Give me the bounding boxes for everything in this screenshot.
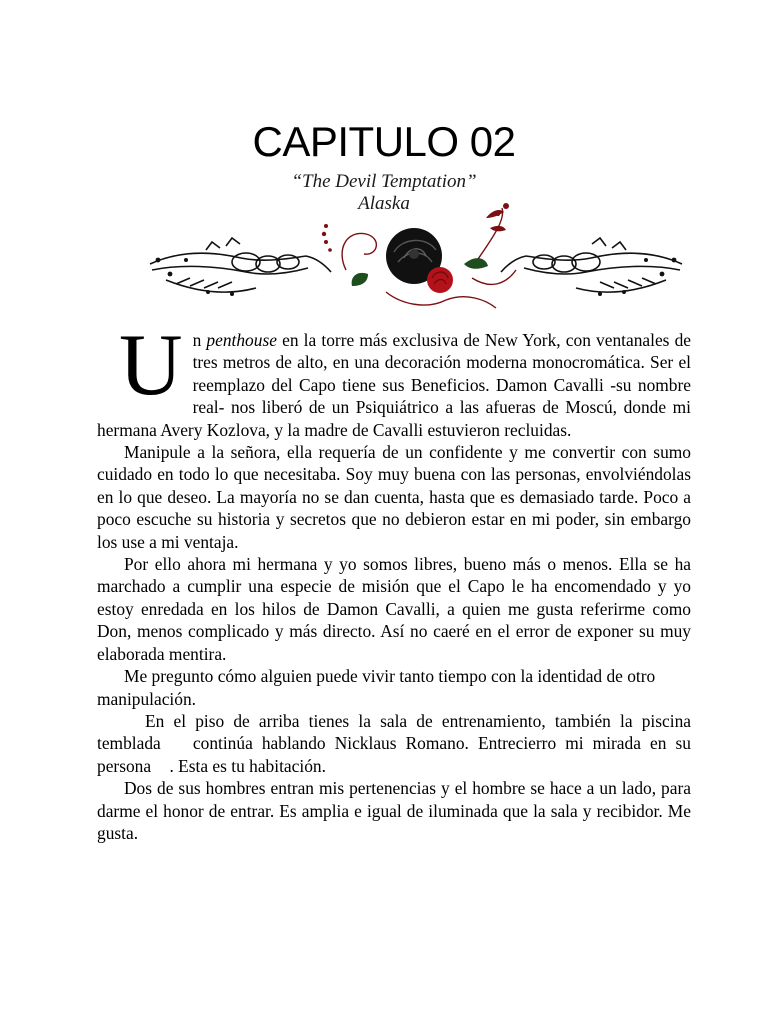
paragraph-1-italic: penthouse [206, 330, 277, 350]
drop-cap: U [119, 317, 183, 414]
paragraph-1-start: n [192, 330, 207, 350]
red-rose-icon [427, 267, 453, 293]
paragraph-2: Manipule a la señora, ella requería de un confidente y me convertir con sumo cuidado en todo lo que necesitaba. Soy muy buena con las personas, envolviéndolas en lo que deseo. La mayoría no se dan cuenta, hasta que es demasiado tarde. Poco a poco escuche su historia y secretos que no debieron estar en mi poder, sin embargo los use a mi ventaja. [97, 442, 691, 552]
right-chained-hand-icon [501, 238, 682, 292]
chapter-title: CAPITULO 02 [252, 118, 516, 165]
paragraph-5 [97, 710, 691, 777]
left-chain-links [156, 258, 234, 296]
paragraph-4-line-1: Me pregunto cómo alguien puede vivir tanto tiempo con la identidad de otro [124, 666, 656, 687]
right-chain-links [598, 258, 676, 296]
paragraph-4-continued: manipulación. [97, 688, 197, 709]
chapter-subtitle: “The Devil Temptation” [291, 171, 477, 192]
paragraph-1 [97, 317, 692, 441]
paragraph-5-part-2: continúa hablando Nicklaus Romano. Entrecierro mi mirada en su persona [97, 733, 691, 776]
paragraph-4 [97, 665, 691, 687]
rose-and-chains-ornament-icon [146, 200, 686, 312]
paragraph-5-part-3: . Esta es tu habitación. [169, 755, 326, 776]
paragraph-1-rest: en la torre más exclusiva de New York, con ventanales de tres metros de alto, en una decoración moderna monocromática. Ser el reemplazo del Capo tiene sus Beneficios. Damon Cavalli -su nombre real- nos liberó de un Psiquiátrico a las afueras de Moscú, donde mi hermana Avery Kozlova, y la madre de Cavalli estuvieron recluidas. [97, 330, 692, 440]
chapter-body [97, 317, 692, 844]
chapter-narrator: Alaska [358, 193, 410, 214]
paragraph-5-part-1: En el piso de arriba tienes la sala de entrenamiento, también la piscina temblada [97, 710, 691, 754]
left-chained-hand-icon [150, 238, 331, 292]
paragraph-3: Por ello ahora mi hermana y yo somos libres, bueno más o menos. Ella se ha marchado a cumplir una especie de misión que el Capo le ha encomendado y yo estoy enredada en los hilos de Damon Cavalli, a quien me gusta referirme como Don, menos complicado y más directo. Así no caeré en el error de exponer su muy elaborada mentira. [97, 554, 691, 664]
paragraph-6: Dos de sus hombres entran mis pertenencias y el hombre se hace a un lado, para darme el honor de entrar. Es amplia e igual de iluminada que la sala y recibidor. Me gusta. [97, 778, 691, 843]
